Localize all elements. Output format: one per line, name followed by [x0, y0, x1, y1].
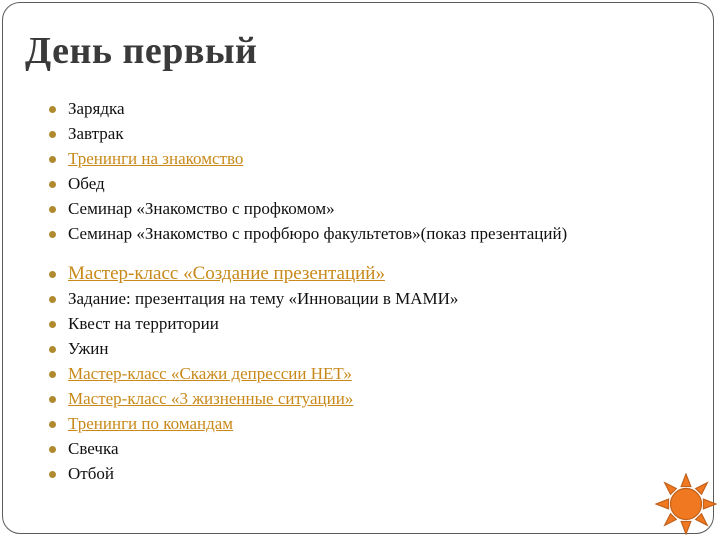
- list-item: Семинар «Знакомство с профбюро факультетов»(показ презентаций): [45, 224, 665, 264]
- agenda-list: [45, 99, 665, 489]
- sun-icon: [655, 473, 717, 535]
- list-item: Свечка: [45, 439, 665, 464]
- list-item: Ужин: [45, 339, 665, 364]
- list-item: Семинар «Знакомство с профкомом»: [45, 199, 665, 224]
- list-item-link[interactable]: Мастер-класс «Скажи депрессии НЕТ»: [45, 364, 665, 389]
- list-item: Зарядка: [45, 99, 665, 124]
- slide: [2, 2, 714, 534]
- list-item: Отбой: [45, 464, 665, 489]
- slide-title: День первый: [25, 30, 258, 72]
- list-item-link[interactable]: Тренинги на знакомство: [45, 149, 665, 174]
- list-item-link[interactable]: Мастер-класс «3 жизненные ситуации»: [45, 389, 665, 414]
- list-item-link[interactable]: Мастер-класс «Создание презентаций»: [45, 264, 665, 289]
- list-item: Квест на территории: [45, 314, 665, 339]
- list-item: Обед: [45, 174, 665, 199]
- list-item: Завтрак: [45, 124, 665, 149]
- list-item-link[interactable]: Тренинги по командам: [45, 414, 665, 439]
- list-item: Задание: презентация на тему «Инновации в МАМИ»: [45, 289, 665, 314]
